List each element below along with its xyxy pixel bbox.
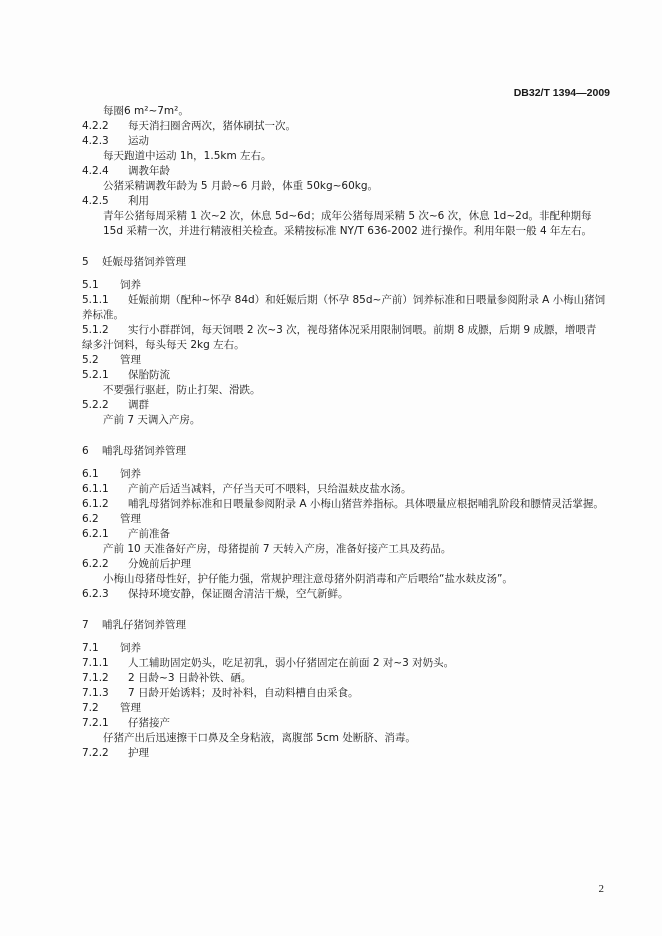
- clause: [82, 497, 606, 512]
- body-text: 产前 10 天准备好产房，母猪提前 7 天转入产房，准备好接产工具及药品。: [103, 543, 452, 555]
- clause-number: 5.1.1: [82, 294, 109, 306]
- clause: [82, 512, 606, 527]
- clause-text: 产前产后适当减料，产仔当天可不喂料，只给温麸皮盐水汤。: [128, 483, 412, 495]
- clause: [82, 293, 606, 323]
- clause-text: 管理: [120, 354, 141, 366]
- clause-text: 护理: [128, 747, 149, 759]
- clause-number: 6.1: [82, 468, 99, 480]
- clause-number: 6.2.2: [82, 558, 109, 570]
- clause-number: 7.1.3: [82, 687, 109, 699]
- clause-text: 哺乳母猪饲养管理: [102, 445, 186, 457]
- clause-number: 7.1.2: [82, 672, 109, 684]
- chapter-heading: [82, 255, 606, 270]
- clause-number: 4.2.4: [82, 165, 109, 177]
- clause-number: 6.1.2: [82, 498, 109, 510]
- clause: [82, 194, 606, 209]
- clause: [82, 671, 606, 686]
- clause: [82, 368, 606, 383]
- clause: [82, 746, 606, 761]
- clause-number: 6.1.1: [82, 483, 109, 495]
- clause-text: 2 日龄~3 日龄补铁、硒。: [128, 672, 252, 684]
- clause-text: 调群: [128, 399, 149, 411]
- clause-number: 7: [82, 619, 89, 631]
- chapter-heading: [82, 618, 606, 633]
- body-text: 产前 7 天调入产房。: [103, 414, 201, 426]
- document-body: [82, 104, 606, 761]
- body-text: 每圈6 m²~7m²。: [103, 105, 189, 117]
- page-number: 2: [598, 883, 604, 895]
- clause-number: 6.2.3: [82, 588, 109, 600]
- clause-number: 5.2.1: [82, 369, 109, 381]
- clause-text: 分娩前后护理: [128, 558, 191, 570]
- clause: [82, 164, 606, 179]
- clause-text: 保持环境安静，保证圈舍清洁干燥，空气新鲜。: [128, 588, 349, 600]
- body-text: 公猪采精调教年龄为 5 月龄~6 月龄，体重 50kg~60kg。: [103, 180, 379, 192]
- clause-text: 产前准备: [128, 528, 170, 540]
- clause-text: 人工辅助固定奶头，吃足初乳，弱小仔猪固定在前面 2 对~3 对奶头。: [128, 657, 455, 669]
- clause: [82, 119, 606, 134]
- clause: [82, 587, 606, 602]
- clause-text: 饲养: [120, 468, 141, 480]
- body-text: 小梅山母猪母性好，护仔能力强，常规护理注意母猪外阴消毒和产后喂给“盐水麸皮汤”。: [103, 573, 513, 585]
- clause-number: 5.2.2: [82, 399, 109, 411]
- clause-text: 妊娠前期（配种~怀孕 84d）和妊娠后期（怀孕 85d~产前）饲养标准和日喂量参阅附录 A 小梅山猪饲养标准。: [82, 294, 606, 321]
- clause: [82, 482, 606, 497]
- clause-number: 6.2: [82, 513, 99, 525]
- clause-number: 5.1: [82, 279, 99, 291]
- clause-number: 7.2: [82, 702, 99, 714]
- clause-text: 管理: [120, 513, 141, 525]
- clause: [82, 527, 606, 542]
- body-paragraph: 青年公猪每周采精 1 次~2 次，休息 5d~6d；成年公猪每周采精 5 次~6 次，休息 1d~2d。非配种期每 15d 采精一次，并进行精液相关检查。采精按标准 NY/T 636-2002 进行操作。利用年限一般 4 年左右。: [103, 210, 593, 237]
- clause-text: 哺乳母猪饲养标准和日喂量参阅附录 A 小梅山猪营养指标。具体喂量应根据哺乳阶段和膘情灵活掌握。: [128, 498, 604, 510]
- clause-text: 实行小群群饲，每天饲喂 2 次~3 次，视母猪体况采用限制饲喂。前期 8 成膘，后期 9 成膘，增喂青绿多汁饲料，每头每天 2kg 左右。: [82, 324, 597, 351]
- document-code: DB32/T 1394—2009: [513, 87, 610, 99]
- clause-text: 哺乳仔猪饲养管理: [102, 619, 186, 631]
- clause: [82, 323, 606, 353]
- clause-text: 7 日龄开始诱料；及时补料，自动料槽自由采食。: [128, 687, 359, 699]
- clause-number: 5.2: [82, 354, 99, 366]
- clause: [82, 641, 606, 656]
- clause: [82, 656, 606, 671]
- body-text: 每天跑道中运动 1h，1.5km 左右。: [103, 150, 272, 162]
- clause-text: 管理: [120, 702, 141, 714]
- clause-number: 7.1: [82, 642, 99, 654]
- clause-text: 仔猪接产: [128, 717, 170, 729]
- clause: [82, 278, 606, 293]
- clause-text: 每天消扫圈舍两次，猪体刷拭一次。: [128, 120, 296, 132]
- clause-text: 调教年龄: [128, 165, 170, 177]
- clause-number: 7.1.1: [82, 657, 109, 669]
- clause-text: 保胎防流: [128, 369, 170, 381]
- chapter-heading: [82, 444, 606, 459]
- clause-number: 5: [82, 256, 89, 268]
- clause: [82, 467, 606, 482]
- body-text: 仔猪产出后迅速擦干口鼻及全身粘液，离腹部 5cm 处断脐、消毒。: [103, 732, 416, 744]
- clause-text: 饲养: [120, 279, 141, 291]
- clause: [82, 398, 606, 413]
- clause: [82, 716, 606, 731]
- clause-number: 6: [82, 445, 89, 457]
- clause-number: 4.2.5: [82, 195, 109, 207]
- clause: [82, 557, 606, 572]
- clause-number: 6.2.1: [82, 528, 109, 540]
- clause-text: 饲养: [120, 642, 141, 654]
- body-text: 不要强行驱赶，防止打架、滑跌。: [103, 384, 261, 396]
- clause-number: 4.2.2: [82, 120, 109, 132]
- clause: [82, 701, 606, 716]
- clause-text: 利用: [128, 195, 149, 207]
- clause-number: 4.2.3: [82, 135, 109, 147]
- clause-number: 7.2.1: [82, 717, 109, 729]
- clause-text: 妊娠母猪饲养管理: [102, 256, 186, 268]
- clause-number: 7.2.2: [82, 747, 109, 759]
- clause: [82, 353, 606, 368]
- clause: [82, 686, 606, 701]
- clause-number: 5.1.2: [82, 324, 109, 336]
- clause-text: 运动: [128, 135, 149, 147]
- clause: [82, 134, 606, 149]
